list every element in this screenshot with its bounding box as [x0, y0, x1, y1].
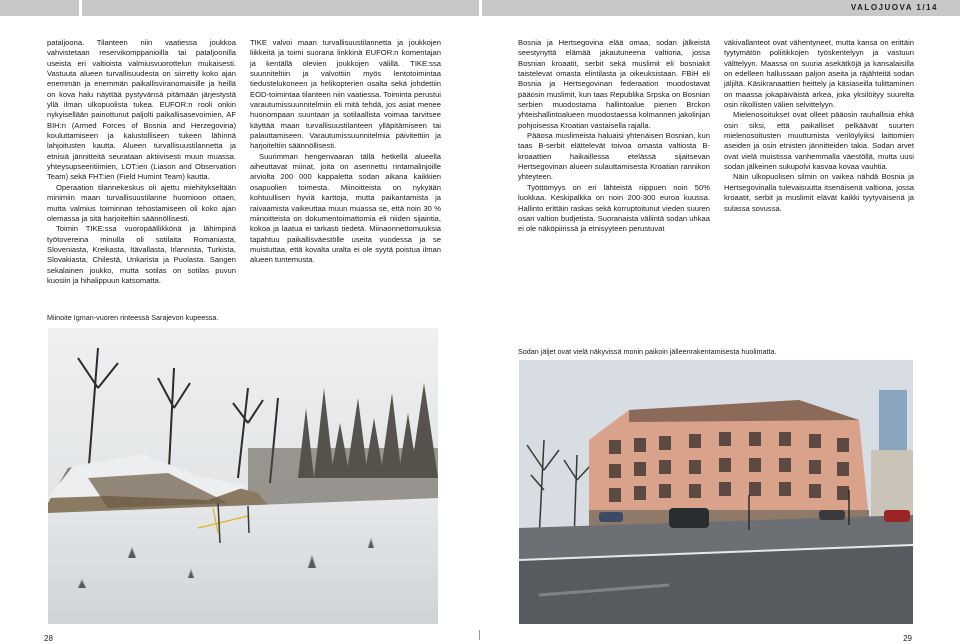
paragraph: Pääosa muslimeista haluaisi yhtenäisen Bosnian, kun taas B-serbit elättelevät toivoa omasta valtiosta B-kroaattien haikaillessa etelässä sijaitsevan Hertsegovinan alueen sulauttamisesta Kroatian rannikon yhteyteen. — [518, 131, 710, 182]
text-column-1 — [47, 38, 236, 286]
text-column-4 — [724, 38, 914, 214]
page-number-left: 28 — [44, 634, 53, 643]
paragraph: TIKE valvoi maan turvallisuustilannetta ja joukkojen liikkeitä ja toimi suorana linkkinä EUFOR:n komentajan ja kentällä olevien joukkojen välillä. TIKE:ssa suunniteltiin ja valvottiin myös lentotoimintaa tiedustelukoneen ja helikopterien osalta sekä johdettiin EOD-toimintaa tilanteen niin vaatiessa. Toiminta perustui varautumissuunnitelmiin eli mitä tehdä, jos asiat menee huonompaan suuntaan ja sotilaallista voimaa tarvitsee käyttää maan turvallisuustilanteen ylläpitämiseen tai palauttamiseen. Varautumissuunnitelmia päivitettiin ja harjoiteltiin säännöllisesti. — [250, 38, 441, 151]
text-column-2 — [250, 38, 441, 266]
paragraph: Suurimman hengenvaaran tällä hetkellä alueella aiheuttavat miinat, joita on asennettu rintamalinjoille arviolta 200 000 kappaletta sodan aikana kaikkien osapuolien toimesta. Miinoitteista on nykyään kohtuullisen hyviä karttoja, mutta paikantamista ja raivaamista vaikeuttaa muun muassa se, että noin 30 % miinoitteista on dokumentoimattomia eli niiden sijaintia, kokoa ja laatua ei tarkasti tiedetä. Miinaonnettomuuksia tapahtuu paikallisväestölle useita vuodessa ja se muistuttaa, että kovalta uralta ei ole syytä poistua ilman alueen tuntemusta. — [250, 151, 441, 265]
section-title: VALOJUOVA 1/14 — [850, 3, 938, 12]
paragraph: Bosnia ja Hertsegovina elää omaa, sodan jälkeistä seestynyttä elämää jakautuneena valtiona, jossa Bosnian kroaatit, serbit sekä muslimit eli bosniakit taistelevat omasta elintilasta ja oikeuksistaan. FBiH eli Bosnia ja Hertsegovinan federaation muodostavat pääosin muslimit, kun taas Republika Srpska on Bosnian serbien muodostama hallintoalue pienen Brckon yhteishallintoalueen muodostaessa kolmannen jakolinjan pohjoisessa Kroatian vastaisella rajalla. — [518, 38, 710, 130]
minefield-photo — [48, 328, 438, 624]
page-gutter-mark — [479, 630, 480, 640]
paragraph: pataljoona. Tilanteen niin vaatiessa joukkoa vahvistetaan reservikomppanioilla tai pataljoonilla useista eri valtioista valmiusvuorottelun mukaisesti. Vastuuta alueen turvallisuudesta on siirretty koko ajan enemmän ja enemmän paikallisviranomaisille ja heillä on kova halu näyttää pystyvänsä pitämään järjestystä yllä ilman ulkopuolista tukea. EUFOR:n rooli onkin nykyisellään painottunut paljolti paikallisasevoimien, AF BIH:n (Armed Forces of Bosnia and Herzegovina) kouluttamiseen ja kalustolliseen tukeen lähinnä lahjoitusten kautta. Alueen turvallisuustilannetta ja etnisiä jännitteitä seurataan aktiivisesti muun muassa. yhteysupseeritiimien, LOT:ien (Liason and Observation Team) sekä FHT:ien (Field Humint Team) kautta. — [47, 38, 236, 182]
page-number-right: 29 — [903, 634, 912, 643]
paragraph: Työttömyys on eri lähteistä riippuen noin 50% luokkaa. Keskipalkka on noin 200-300 euroa kuussa. Hallinto erittäin raskas sekä korruptoitunut vieden suuren osan valtion budjetista. Suoranaista väliintä sodan uhkaa ei ole näköpiirissä ja etnisyyteen perustuvat — [518, 182, 710, 234]
paragraph: Näin ulkopuolisen silmin on vaikea nähdä Bosnia ja Hertsegovinalla tulevaisuutta itsenäisenä valtiona, jossa kroaatit, serbit ja muslimit elävät kaikki tyytyväisenä ja sulassa sovussa. — [724, 172, 914, 213]
paragraph: väkivallanteot ovat vähentyneet, mutta kansa on erittäin tyytymätön poliitikkojen työskentelyyn ja vastuun välttelyyn. Maassa on suuria asekätköjä ja kansalaisilla on edelleen hallussaan paljon aseita ja räjähteitä sodan jäljiltä. Käsikranaattien heittely ja käsiaseilla tulittaminen on maassa jokapäiväistä arkea, joka yksilöityy suurelta osin rikollisten välien selvittelyyn. — [724, 38, 914, 110]
text-column-3 — [518, 38, 710, 235]
paragraph: Operaation tilannekeskus oli ajettu miehitykseltään minimiin maan turvallisuustilanne huomioon ottaen, mutta valmius toiminnan tehostamiseen oli koko ajan olemassa ja sitä harjoiteltiin säännöllisesti. — [47, 182, 236, 223]
photo-caption-minefield: Miinoite Igman-vuoren rinteessä Sarajevon kupeessa. — [47, 313, 219, 322]
header-bar-left — [0, 0, 79, 16]
street-photo — [519, 360, 913, 624]
paragraph: Toimin TIKE:ssa vuoropäällikkönä ja lähimpinä työtovereina minulla oli sotilaita Romaniasta, Sloveniasta, Kreikasta, Itävallasta, Irlannista, Turkista, Slovakiasta, Chilestä, Unkarista ja Puolasta. Sangen sekalainen joukko, mutta sotilas on sotilas puvun kuosiin ja hihalippuun katsomatta. — [47, 224, 236, 285]
paragraph: Mielenosoitukset ovat olleet pääosin rauhallisia ehkä osin siksi, että paikalliset pelkäävät suurten mielenosoitusten muuttumista verilöylyiksi laittomien aseiden ja osin etnisten jännitteiden takia. Sodan arvet ovat vielä muistissa vanhemmalla väestöllä, mutta uusi sodan jälkeinen sukupolvi kasvaa kovaa vauhtia. — [724, 110, 914, 172]
header-bar-middle — [82, 0, 479, 16]
photo-caption-street: Sodan jäljet ovat vielä näkyvissä monin paikoin jälleenrakentamisesta huolimatta. — [518, 347, 777, 356]
